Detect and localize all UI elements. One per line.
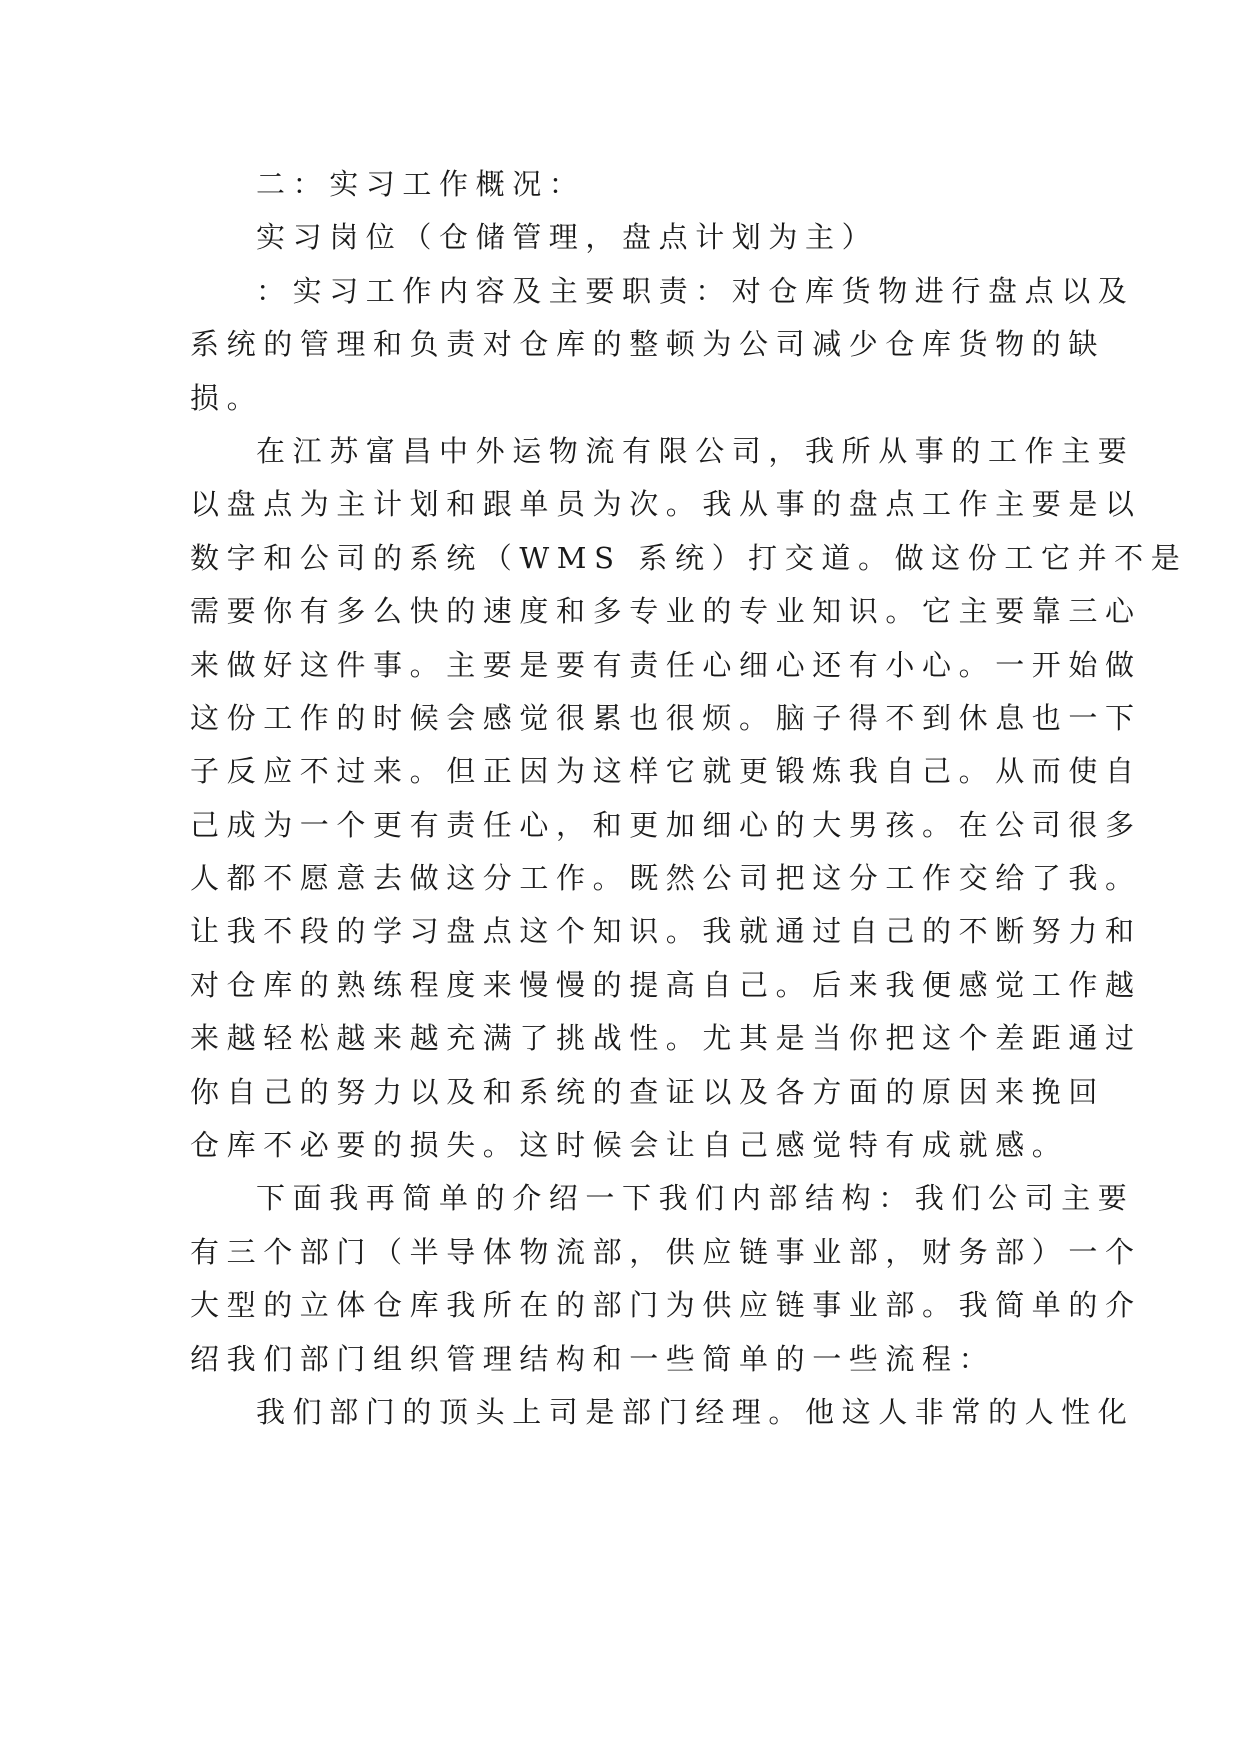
- text-line: 在江苏富昌中外运物流有限公司，我所从事的工作主要: [256, 433, 1135, 468]
- text-line: 让我不段的学习盘点这个知识。我就通过自己的不断努力和: [190, 914, 1142, 949]
- text-line: 这份工作的时候会感觉很累也很烦。脑子得不到休息也一下: [190, 700, 1142, 735]
- text-line: 大型的立体仓库我所在的部门为供应链事业部。我简单的介: [190, 1288, 1142, 1323]
- text-line: 人都不愿意去做这分工作。既然公司把这分工作交给了我。: [190, 861, 1142, 896]
- section-heading: 二：实习工作概况：: [256, 167, 586, 201]
- text-line: 来越轻松越来越充满了挑战性。尤其是当你把这个差距通过: [190, 1021, 1142, 1056]
- text-line: 需要你有多么快的速度和多专业的专业知识。它主要靠三心: [190, 594, 1142, 629]
- text-line: 实习岗位（仓储管理，盘点计划为主）: [256, 220, 879, 255]
- text-line: 系统的管理和负责对仓库的整顿为公司减少仓库货物的缺: [190, 327, 1106, 362]
- text-line: 子反应不过来。但正因为这样它就更锻炼我自己。从而使自: [190, 754, 1142, 789]
- text-line: 绍我们部门组织管理结构和一些简单的一些流程：: [190, 1341, 996, 1376]
- text-line: 仓库不必要的损失。这时候会让自己感觉特有成就感。: [190, 1128, 1069, 1163]
- text-line: 数字和公司的系统（WMS 系统）打交道。做这份工它并不是: [190, 540, 1188, 575]
- text-line: 有三个部门（半导体物流部，供应链事业部，财务部）一个: [190, 1234, 1142, 1269]
- text-line: 来做好这件事。主要是要有责任心细心还有小心。一开始做: [190, 647, 1142, 682]
- text-line: 对仓库的熟练程度来慢慢的提高自己。后来我便感觉工作越: [190, 967, 1142, 1002]
- text-line: ：实习工作内容及主要职责：对仓库货物进行盘点以及: [256, 273, 1135, 308]
- text-line: 我们部门的顶头上司是部门经理。他这人非常的人性化: [256, 1394, 1135, 1429]
- text-line: 以盘点为主计划和跟单员为次。我从事的盘点工作主要是以: [190, 487, 1142, 522]
- text-line: 己成为一个更有责任心，和更加细心的大男孩。在公司很多: [190, 807, 1142, 842]
- text-line: 你自己的努力以及和系统的查证以及各方面的原因来挽回: [190, 1074, 1106, 1109]
- text-line: 下面我再简单的介绍一下我们内部结构：我们公司主要: [256, 1181, 1135, 1216]
- body-text: [190, 158, 1188, 1439]
- text-line: 损。: [190, 380, 264, 415]
